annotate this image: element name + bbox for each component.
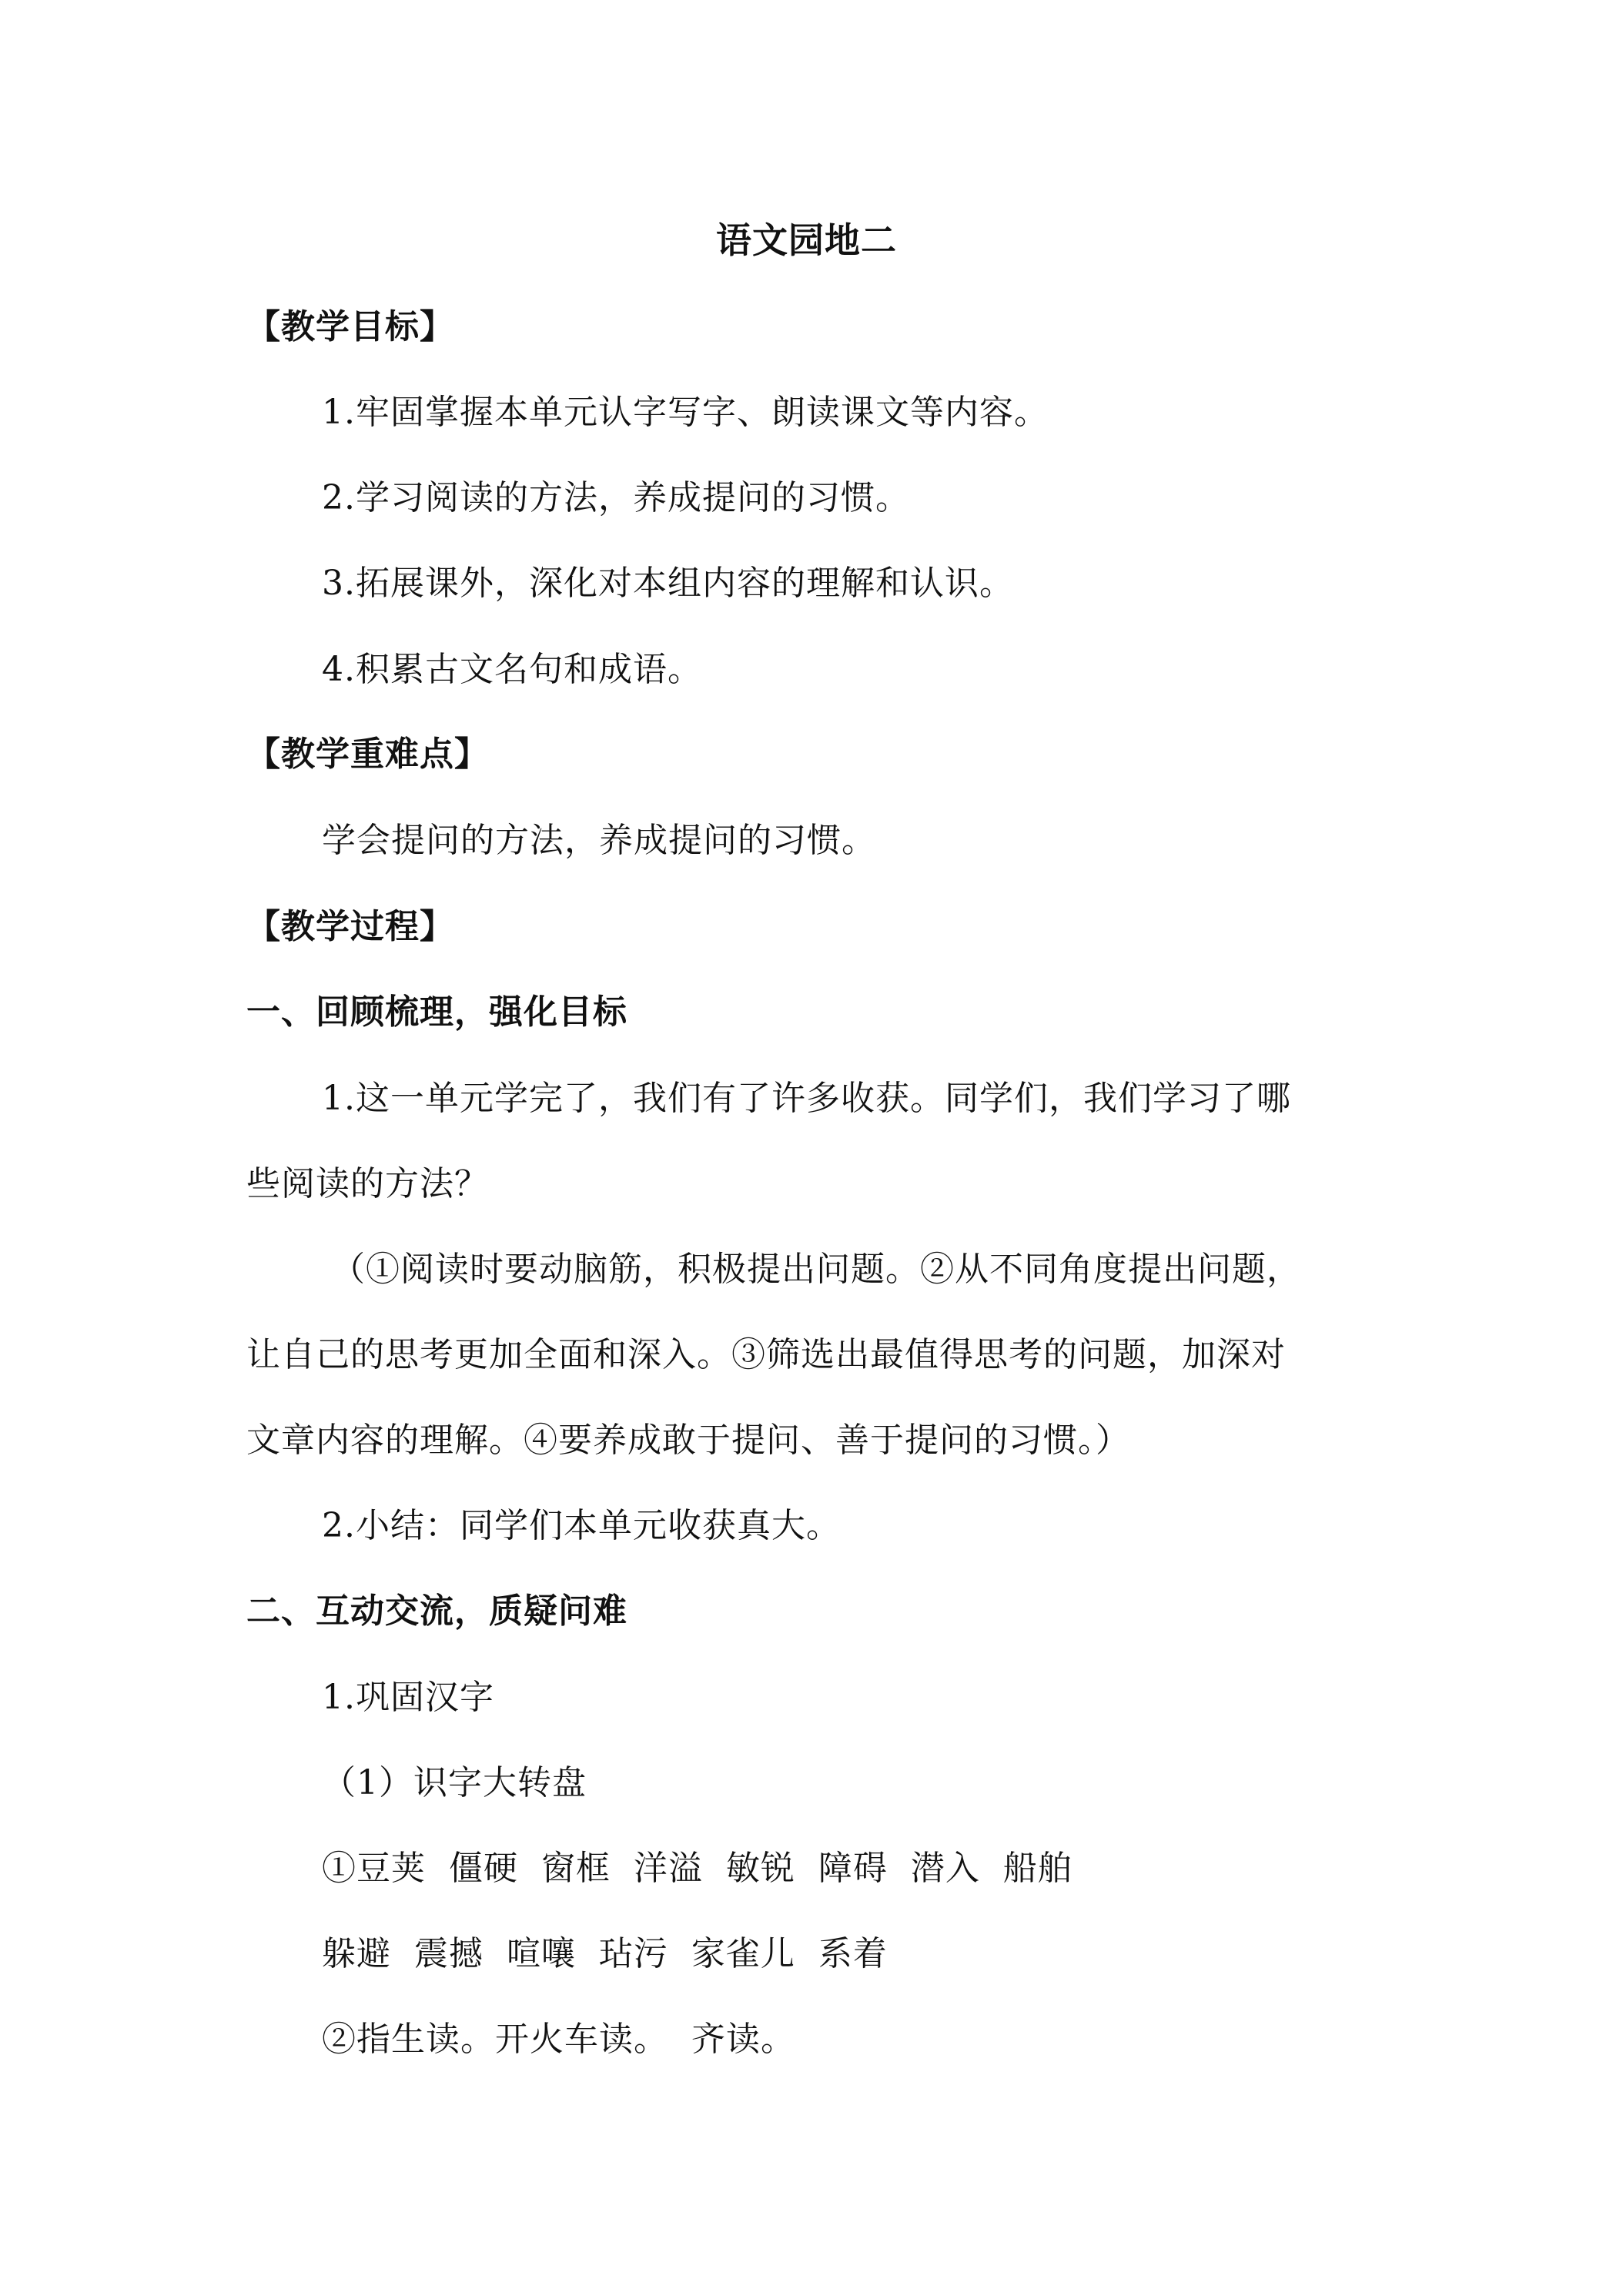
word-list-line: 躲避 震撼 喧嚷 玷污 家雀儿 系着 xyxy=(322,1934,888,1973)
key-points-heading: 【教学重难点】 xyxy=(246,735,489,774)
paragraph-line: 文章内容的理解。④要养成敢于提问、善于提问的习惯。） xyxy=(246,1421,1130,1460)
paragraph-line: 1.这一单元学完了，我们有了许多收获。同学们，我们学习了哪 xyxy=(322,1079,1291,1118)
part-two-heading: 二、互动交流，质疑问难 xyxy=(246,1591,627,1631)
teaching-goals-heading: 【教学目标】 xyxy=(246,307,454,346)
paragraph-line: （①阅读时要动脑筋，积极提出问题。②从不同角度提出问题， xyxy=(331,1250,1301,1289)
word-list-line: ①豆荚 僵硬 窗框 洋溢 敏锐 障碍 潜入 船舶 xyxy=(322,1849,1073,1888)
subsection-heading: 1.巩固汉字 xyxy=(322,1678,494,1717)
summary-line: 2.小结：同学们本单元收获真大。 xyxy=(322,1506,841,1545)
goal-item: 1.牢固掌握本单元认字写字、朗读课文等内容。 xyxy=(322,393,1049,432)
subsection-item: （1）识字大转盘 xyxy=(322,1763,587,1802)
document-title: 语文园地二 xyxy=(716,219,897,261)
part-one-heading: 一、回顾梳理，强化目标 xyxy=(246,992,627,1032)
paragraph-line: 些阅读的方法？ xyxy=(246,1164,489,1203)
key-points-text: 学会提问的方法，养成提问的习惯。 xyxy=(322,821,876,860)
goal-item: 4.积累古文名句和成语。 xyxy=(322,650,702,689)
goal-item: 2.学习阅读的方法，养成提问的习惯。 xyxy=(322,478,910,517)
paragraph-line: 让自己的思考更加全面和深入。③筛选出最值得思考的问题，加深对 xyxy=(246,1335,1286,1374)
goal-item: 3.拓展课外，深化对本组内容的理解和认识。 xyxy=(322,564,1014,603)
reading-instruction: ②指生读。开火车读。 齐读。 xyxy=(322,2020,795,2059)
teaching-process-heading: 【教学过程】 xyxy=(246,907,454,946)
